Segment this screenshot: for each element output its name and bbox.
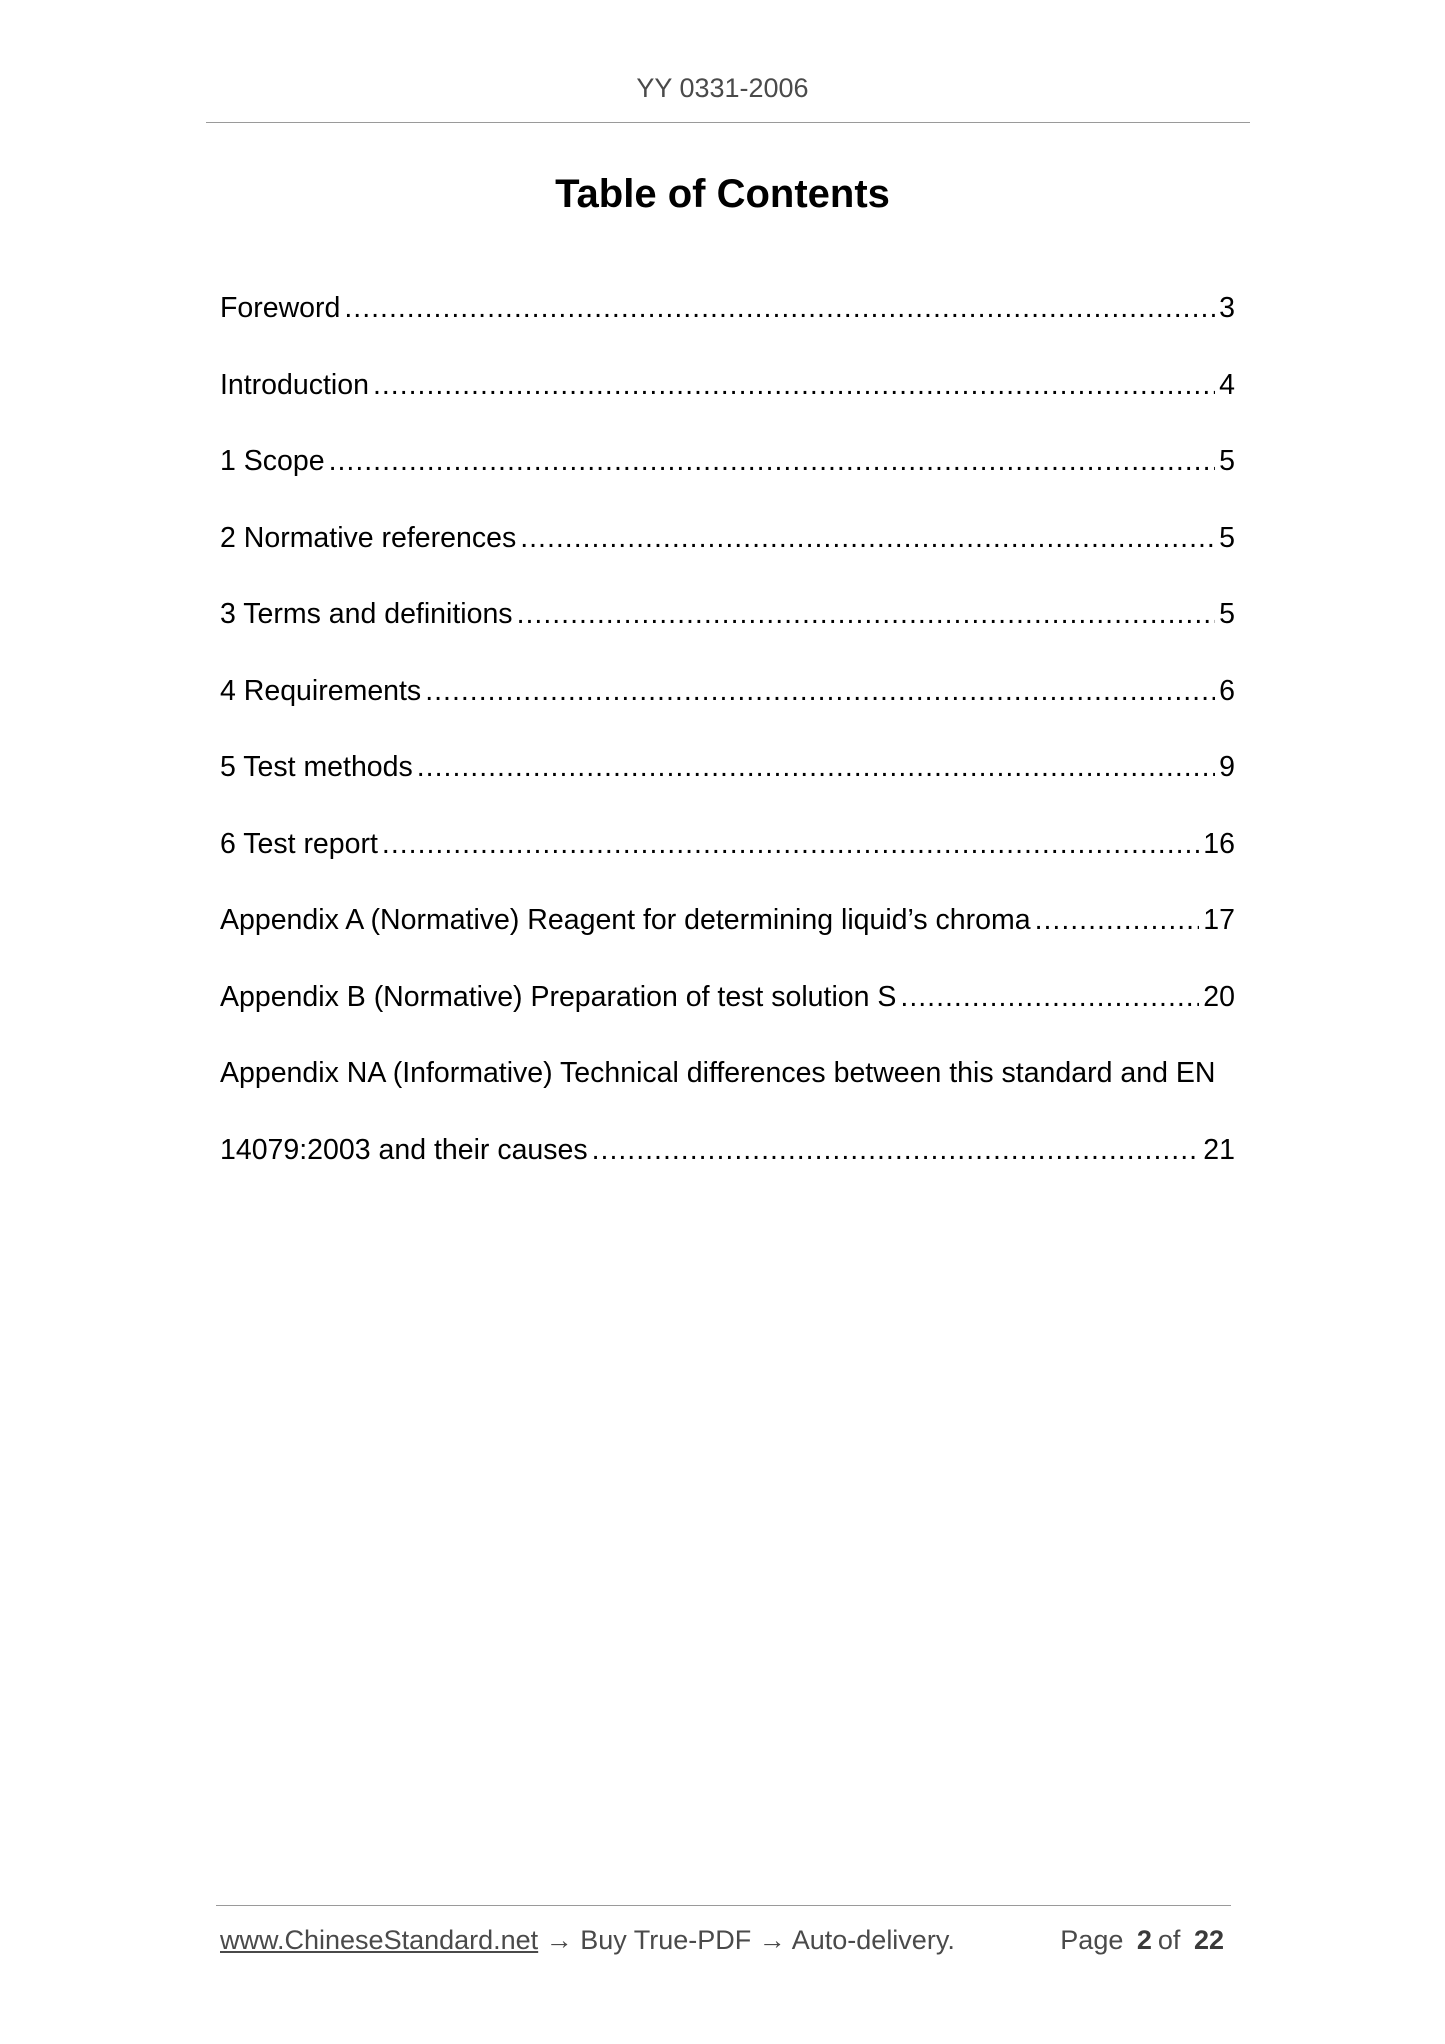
- toc-entry-label: Foreword: [220, 292, 341, 324]
- toc-entry-label: 1 Scope: [220, 445, 325, 477]
- toc-entry-label: 3 Terms and definitions: [220, 598, 513, 630]
- toc-entry-page: 6: [1219, 674, 1235, 707]
- toc-entry-label: Appendix NA (Informative) Technical differences between this standard and EN: [220, 1057, 1216, 1089]
- toc-entry-introduction[interactable]: [220, 365, 1235, 442]
- page-title: Table of Contents: [555, 172, 890, 216]
- toc-leader-dots: [592, 1130, 1200, 1170]
- page-word: Page: [1060, 1925, 1124, 1955]
- document-code: YY 0331-2006: [636, 73, 809, 103]
- toc-leader-dots: [417, 747, 1215, 787]
- toc-entry-label: 2 Normative references: [220, 521, 517, 554]
- toc-entry-label: Appendix B (Normative) Preparation of test solution S: [220, 980, 897, 1013]
- toc-leader-dots: [344, 288, 1215, 328]
- footer-divider: [216, 1905, 1231, 1906]
- toc-entry-label: 5 Test methods: [220, 751, 413, 783]
- toc-entry-appendix-b[interactable]: [220, 977, 1235, 1054]
- toc-entry-scope[interactable]: [220, 441, 1235, 518]
- header-divider: [206, 122, 1250, 123]
- toc-leader-dots: [1035, 900, 1200, 940]
- footer-website-link[interactable]: www.ChineseStandard.net: [220, 1925, 539, 1955]
- footer-promo-text: → Buy True-PDF → Auto-delivery.: [538, 1925, 955, 1955]
- toc-entry-terms-and-definitions[interactable]: [220, 594, 1235, 671]
- toc-entry-test-methods[interactable]: [220, 747, 1235, 824]
- toc-entry-page: 5: [1219, 598, 1235, 630]
- footer-promo: [220, 1923, 955, 1957]
- toc-leader-dots: [517, 594, 1216, 634]
- page-footer: [220, 1923, 1230, 1957]
- toc-entry-label: 6 Test report: [220, 827, 378, 860]
- toc-entry-appendix-na-line1[interactable]: [220, 1053, 1235, 1130]
- toc-entry-normative-references[interactable]: [220, 518, 1235, 595]
- toc-entry-label: Appendix A (Normative) Reagent for determining liquid’s chroma: [220, 904, 1031, 936]
- toc-leader-dots: [373, 365, 1215, 405]
- toc-entry-page: 5: [1219, 521, 1235, 554]
- table-of-contents: [220, 288, 1235, 1206]
- page-number: [1060, 1923, 1230, 1957]
- toc-leader-dots: [425, 671, 1215, 711]
- toc-entry-page: 16: [1203, 827, 1235, 860]
- page-of-word: of: [1157, 1925, 1181, 1955]
- toc-entry-page: 21: [1203, 1133, 1235, 1166]
- toc-leader-dots: [520, 518, 1215, 558]
- toc-leader-dots: [900, 977, 1199, 1017]
- toc-entry-page: 9: [1219, 751, 1235, 783]
- toc-entry-page: 4: [1219, 368, 1235, 401]
- toc-entry-foreword[interactable]: [220, 288, 1235, 365]
- toc-entry-page: 17: [1203, 904, 1235, 936]
- toc-leader-dots: [329, 441, 1216, 481]
- current-page: 2: [1136, 1925, 1152, 1955]
- toc-entry-label: 4 Requirements: [220, 674, 422, 707]
- toc-entry-requirements[interactable]: [220, 671, 1235, 748]
- total-pages: 22: [1193, 1925, 1224, 1955]
- toc-entry-appendix-na-line2[interactable]: [220, 1130, 1235, 1207]
- toc-entry-appendix-a[interactable]: [220, 900, 1235, 977]
- toc-entry-test-report[interactable]: [220, 824, 1235, 901]
- toc-entry-label: Introduction: [220, 368, 369, 401]
- toc-entry-label: 14079:2003 and their causes: [220, 1133, 588, 1166]
- toc-entry-page: 5: [1219, 445, 1235, 477]
- toc-leader-dots: [382, 824, 1199, 864]
- toc-entry-page: 3: [1219, 292, 1235, 324]
- toc-entry-page: 20: [1203, 980, 1235, 1013]
